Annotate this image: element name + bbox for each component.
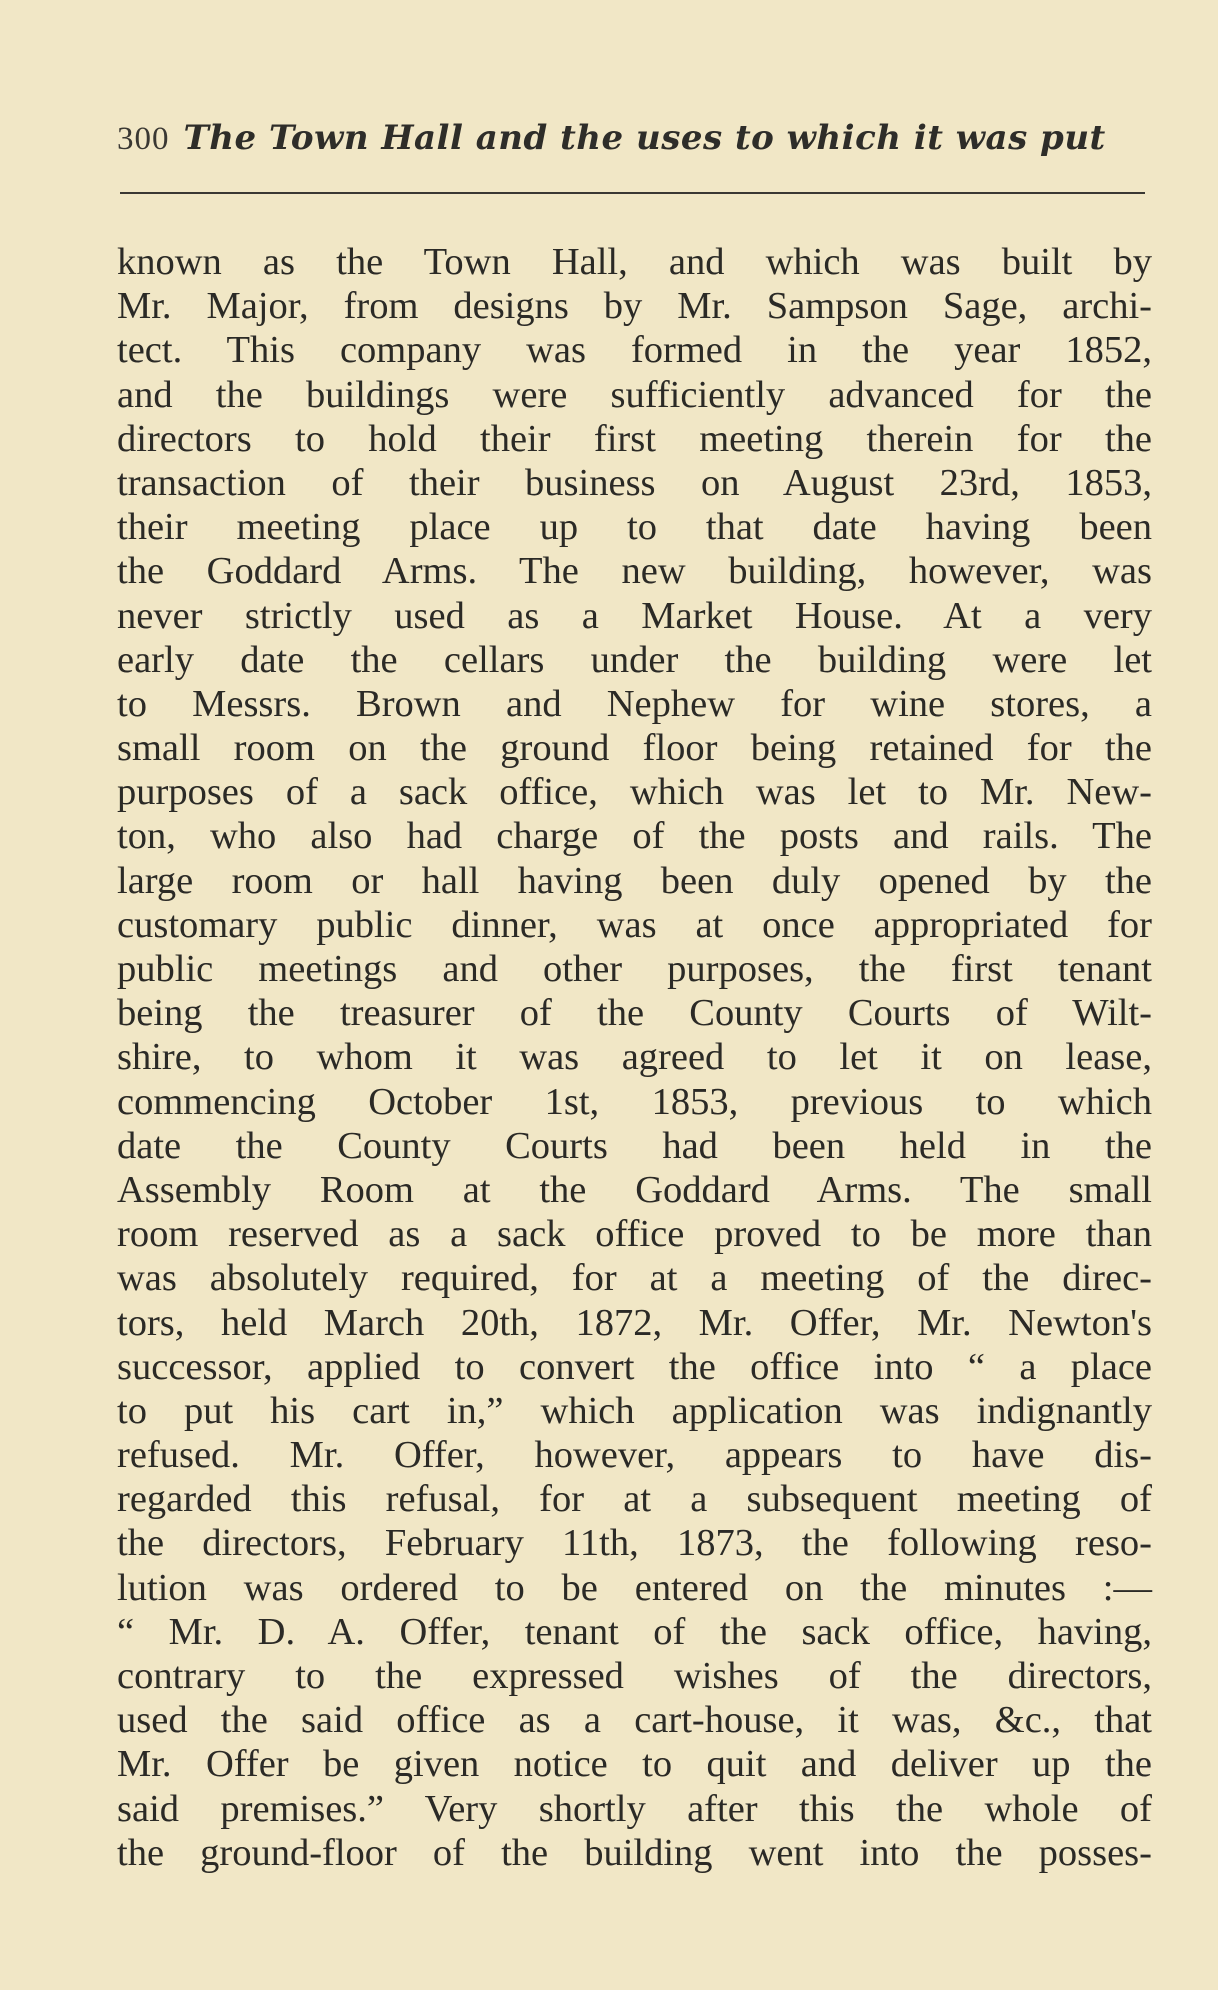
text-line: was absolutely required, for at a meeting of the direc- — [117, 1257, 1152, 1300]
text-line: never strictly used as a Market House. At a very — [117, 594, 1152, 637]
text-line: to put his cart in,” which application was indignantly — [117, 1389, 1152, 1432]
text-line: known as the Town Hall, and which was built by — [117, 241, 1152, 283]
text-line: Mr. Offer be given notice to quit and deliver up the — [117, 1743, 1152, 1786]
text-line: small room on the ground floor being retained for the — [117, 727, 1152, 770]
text-line: refused. Mr. Offer, however, appears to have dis- — [117, 1434, 1152, 1477]
text-line: the directors, February 11th, 1873, the following reso- — [117, 1522, 1152, 1565]
text-line: their meeting place up to that date having been — [117, 506, 1152, 549]
text-line: the ground-floor of the building went into the posses- — [117, 1831, 1152, 1874]
text-line: Mr. Major, from designs by Mr. Sampson Sage, archi- — [117, 285, 1152, 328]
text-line: ton, who also had charge of the posts and rails. The — [117, 815, 1152, 858]
page-header — [117, 118, 1117, 168]
text-line: successor, applied to convert the office into “ a place — [117, 1345, 1152, 1388]
text-line: regarded this refusal, for at a subsequent meeting of — [117, 1478, 1152, 1521]
text-line: to Messrs. Brown and Nephew for wine stores, a — [117, 682, 1152, 725]
text-line: shire, to whom it was agreed to let it on lease, — [117, 1036, 1152, 1079]
text-line: commencing October 1st, 1853, previous to which — [117, 1080, 1152, 1123]
text-line: date the County Courts had been held in the — [117, 1124, 1152, 1167]
text-line: public meetings and other purposes, the first tenant — [117, 948, 1152, 990]
text-line: lution was ordered to be entered on the minutes :— — [117, 1566, 1152, 1609]
text-line: customary public dinner, was at once appropriated for — [117, 903, 1152, 946]
text-line: contrary to the expressed wishes of the directors, — [117, 1655, 1152, 1697]
text-line: tect. This company was formed in the year 1852, — [117, 329, 1152, 372]
text-line: large room or hall having been duly opened by the — [117, 859, 1152, 902]
text-line: purposes of a sack office, which was let to Mr. New- — [117, 771, 1152, 814]
text-line: room reserved as a sack office proved to be more than — [117, 1213, 1152, 1256]
text-line: said premises.” Very shortly after this the whole of — [117, 1787, 1152, 1830]
page-number: 300 — [117, 121, 170, 157]
text-line: Assembly Room at the Goddard Arms. The small — [117, 1168, 1152, 1211]
text-line: the Goddard Arms. The new building, however, was — [117, 550, 1152, 593]
text-line: “ Mr. D. A. Offer, tenant of the sack office, having, — [117, 1610, 1152, 1653]
running-title: The Town Hall and the uses to which it was put — [183, 118, 1106, 158]
text-line: and the buildings were sufficiently advanced for the — [117, 373, 1152, 416]
text-line: directors to hold their first meeting therein for the — [117, 417, 1152, 460]
text-line: tors, held March 20th, 1872, Mr. Offer, Mr. Newton's — [117, 1301, 1152, 1344]
header-rule — [120, 192, 1145, 194]
text-line: being the treasurer of the County Courts of Wilt- — [117, 992, 1152, 1035]
body-text — [117, 240, 1152, 1875]
text-line: used the said office as a cart-house, it was, &c., that — [117, 1699, 1152, 1742]
text-line: transaction of their business on August 23rd, 1853, — [117, 461, 1152, 504]
text-line: early date the cellars under the building were let — [117, 638, 1152, 681]
